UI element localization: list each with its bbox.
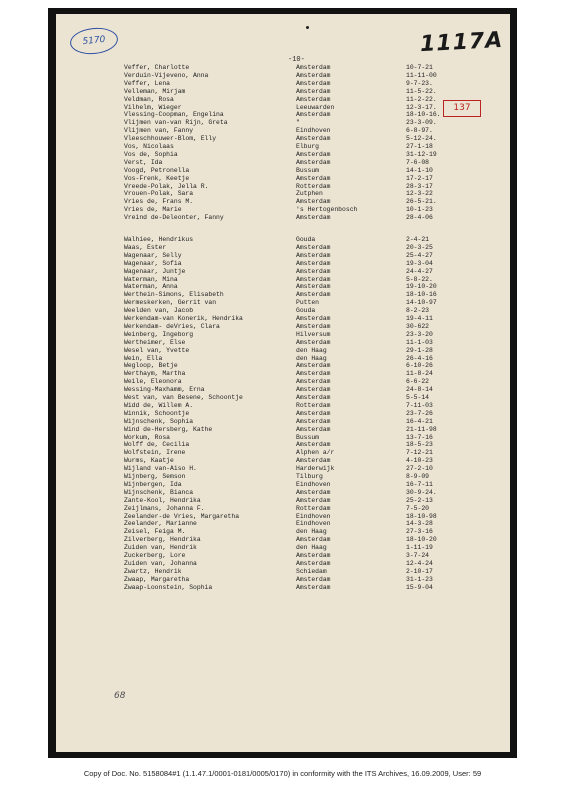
entry-city: Tilburg [296,473,323,480]
entry-name: Werthein-Simons, Elisabeth [124,291,224,299]
list-item [56,198,510,206]
entry-city: Amsterdam [296,370,331,378]
entry-name: Wurms, Kaatje [124,457,174,465]
entry-name: Vrouen-Polak, Sara [124,190,194,198]
entry-date: 27-1-18 [406,143,433,150]
entry-name: Werthaym, Martha [124,370,186,378]
entry-name: Wijnbergen, Ida [124,480,182,488]
entry-city: Amsterdam [296,158,331,166]
entry-city: Amsterdam [296,111,331,119]
entry-name: Waterman, Anna [124,283,178,291]
entry-name: Weile, Eleonora [124,378,182,386]
entry-city: Amsterdam [296,552,331,559]
entry-city: Rotterdam [296,182,331,190]
entry-city: Amsterdam [296,291,331,299]
entry-date: 5-12-24. [406,135,437,143]
entry-name: Waas, Ester [124,243,167,251]
entry-name: Wesel van, Yvette [124,346,190,354]
list-item [56,418,510,426]
entry-name: Vries de, Marie [124,206,182,214]
entry-city: Amsterdam [296,386,331,394]
list-item [56,362,510,370]
entry-date: 11-1-03 [406,338,433,346]
entry-city: Amsterdam [296,283,331,291]
entry-date: 15-9-04 [406,583,433,591]
entry-date: 27-3-16 [406,528,433,536]
list-item [56,175,510,183]
entry-city: Amsterdam [296,338,331,346]
list-item [56,457,510,465]
entry-city: Eindhoven [296,480,331,488]
entry-city: Amsterdam [296,362,331,370]
list-item [56,584,510,592]
list-item [56,386,510,394]
list-item [56,80,510,88]
entry-city: Eindhoven [296,127,331,135]
entry-name: Weinberg, Ingeborg [124,330,194,338]
entry-name: Veffer, Charlotte [124,64,190,71]
entry-date: 21-11-98 [406,425,437,433]
entry-date: 25-4-27 [406,251,433,259]
entry-city: Amsterdam [296,79,331,87]
entry-name: Wertheimer, Else [124,338,186,346]
list-item [56,339,510,347]
list-item [56,127,510,135]
entry-date: 3-7-24 [406,552,430,559]
entry-date: 16-7-11 [406,480,433,488]
entry-date: 12-3-17. [406,103,437,111]
entry-city: Amsterdam [296,135,331,143]
entry-name: Wijnberg, Semson [124,473,186,480]
entry-name: Wein, Ella [124,354,163,362]
entry-date: 27-2-10 [406,465,433,473]
list-item [56,394,510,402]
list-item [56,315,510,323]
handwritten-number: 1117A [419,27,504,58]
entry-name: Widd de, Willem A. [124,401,194,409]
entry-city: Amsterdam [296,575,331,583]
entry-name: Zwaap-Loonstein, Sophia [124,583,213,591]
list-item [56,426,510,434]
entry-name: Zilverberg, Hendrika [124,536,201,544]
entry-city: Amsterdam [296,457,331,465]
entry-city: Amsterdam [296,95,331,103]
entry-date: 18-10-98 [406,512,437,520]
entry-city: Bussum [296,433,320,441]
entry-name: Wagenaar, Juntje [124,267,186,275]
entry-name: Zeisel, Feiga M. [124,528,186,536]
list-item [56,378,510,386]
entry-date: 24-8-14 [406,386,433,394]
entry-date: 29-1-28 [406,346,433,354]
list-item [56,560,510,568]
entry-name: Vos, Nicolaas [124,143,174,150]
list-item [56,441,510,449]
entry-name: Wijnschenk, Sophia [124,417,194,425]
list-item [56,576,510,584]
list-item [56,72,510,80]
entry-city: Amsterdam [296,214,331,222]
entry-city: Schiedam [296,567,327,575]
list-item [56,449,510,457]
entry-city: Amsterdam [296,198,331,206]
entry-name: Werkendam-van Konerik, Hendrika [124,315,243,322]
entry-city: Amsterdam [296,496,331,504]
entry-date: 30-9-24. [406,488,437,496]
entry-date: 24-4-27 [406,267,433,275]
entry-name: West van, van Besene, Schoontje [124,394,243,401]
entry-date: 11-5-22. [406,87,437,95]
list-item [56,410,510,418]
list-item [56,260,510,268]
entry-name: Vos-Frenk, Keetje [124,174,190,182]
entry-city: den Haag [296,346,327,354]
entry-name: Wessing-Maxhamm, Erna [124,386,205,394]
punch-hole-mark [306,26,309,29]
list-item [56,167,510,175]
entry-name: Wijnschenk, Bianca [124,488,194,496]
entry-date: 5-8-22. [406,275,433,283]
entry-date: 5-5-14 [406,394,430,401]
list-item [56,291,510,299]
entry-city: Amsterdam [296,315,331,322]
entry-date: 31-12-19 [406,150,437,158]
list-item [56,465,510,473]
entry-date: 7-5-20 [406,504,430,512]
scanned-page [48,8,517,758]
entry-name: Zeelander-de Vries, Margaretha [124,512,240,520]
entry-city: Eindhoven [296,512,331,520]
entry-name: Zwaap, Margaretha [124,575,190,583]
entry-date: 8-2-23 [406,307,430,315]
page-number: -10- [288,56,305,64]
list-item [56,206,510,214]
entry-city: Alphen a/r [296,449,335,457]
entry-name: Wagenaar, Sofia [124,259,182,267]
entry-date: 6-6-22 [406,378,430,386]
entry-date: 23-3-20 [406,330,433,338]
list-item [56,552,510,560]
entry-date: 2-10-17 [406,567,433,575]
entry-name: Werkendam- deVries, Clara [124,322,220,330]
entry-city: Rotterdam [296,504,331,512]
entry-city: Amsterdam [296,251,331,259]
entry-name: Vlijmen van-van Rijn, Greta [124,119,228,127]
entry-date: 10-7-21 [406,64,433,71]
list-item [56,536,510,544]
entry-city: Amsterdam [296,583,331,591]
entry-name: Verduin-Vijeveno, Anna [124,71,209,79]
entry-name: Zuckerberg, Lore [124,552,186,559]
entry-date: 26-4-16 [406,354,433,362]
entry-date: 18-10-16. [406,111,441,119]
entry-date: 18-10-20 [406,536,437,544]
document-sheet [56,14,510,752]
list-item [56,513,510,521]
list-item [56,299,510,307]
entry-city: Amsterdam [296,267,331,275]
entry-date: 18-10-16 [406,291,437,299]
red-stamp-number: 137 [443,100,481,117]
list-item [56,104,510,112]
entry-city: Bussum [296,166,320,174]
list-item [56,520,510,528]
entry-name: Winnik, Schoontje [124,409,190,417]
list-item [56,64,510,72]
entry-date: 6-8-97. [406,127,433,135]
list-item [56,252,510,260]
entry-date: 23-7-26 [406,409,433,417]
entry-city: Amsterdam [296,425,331,433]
entry-city: Amsterdam [296,417,331,425]
archive-footer: Copy of Doc. No. 5158084#1 (1.1.47.1/0001-0181/0005/0170) in conformity with the ITS Archives, 16.09.2009, User: 59 [83,769,482,778]
entry-date: 13-7-16 [406,433,433,441]
list-item [56,236,510,244]
entry-name: Vleeschhouwer-Blom, Elly [124,135,217,143]
list-item [56,159,510,167]
entry-date: 25-2-13 [406,496,433,504]
margin-mark: 68 [114,691,126,701]
entry-city: Amsterdam [296,150,331,158]
entry-date: 30-622 [406,322,430,330]
entry-name: Wolff de, Cecilia [124,441,190,449]
entry-name: Walhiee, Hendrikus [124,236,194,243]
list-item [56,135,510,143]
entry-city: Amsterdam [296,322,331,330]
list-item [56,497,510,505]
entry-date: 11-8-24 [406,370,433,378]
list-item [56,88,510,96]
list-item [56,183,510,191]
entry-name: Zwartz, Hendrik [124,567,182,575]
entry-city: den Haag [296,354,327,362]
list-item [56,143,510,151]
entry-city: Amsterdam [296,243,331,251]
list-item [56,119,510,127]
list-item [56,96,510,104]
entry-name: Weelden van, Jacob [124,307,194,315]
entry-name: Zeelander, Marianne [124,520,197,528]
list-item [56,331,510,339]
entry-name: Vlessing-Coopman, Engelina [124,111,224,119]
list-item [56,268,510,276]
entry-city: den Haag [296,528,327,536]
entry-name: Vreede-Polak, Jella R. [124,182,209,190]
list-item [56,347,510,355]
entry-date: 11-11-00 [406,71,437,79]
list-item [56,111,510,119]
entry-date: 7-11-03 [406,401,433,409]
entry-name: Velleman, Mirjam [124,87,186,95]
entry-name: Wolfstein, Irene [124,449,186,457]
entry-date: 20-3-25 [406,243,433,251]
entry-city: Gouda [296,307,316,315]
list-item [56,544,510,552]
list-item [56,528,510,536]
entry-city: Amsterdam [296,409,331,417]
entry-date: 18-5-23 [406,441,433,449]
list-item [56,244,510,252]
entry-city: Amsterdam [296,87,331,95]
list-item [56,568,510,576]
entry-name: Veldman, Rosa [124,95,174,103]
list-item [56,214,510,222]
entry-date: 9-7-23. [406,79,433,87]
entry-name: Vlijmen van, Fanny [124,127,194,135]
entry-date: 4-10-23 [406,457,433,465]
entry-city: Amsterdam [296,441,331,449]
entry-date: 23-3-09. [406,119,437,127]
entry-name: Wijland van-Aiso H. [124,465,197,473]
entry-city: Eindhoven [296,520,331,528]
entry-name: Vreind de-Deleonter, Fanny [124,214,224,222]
entry-date: 14-1-10 [406,166,433,174]
entry-name: Zuiden van, Hendrik [124,544,197,552]
entry-date: 26-5-21. [406,198,437,206]
entry-city: Amsterdam [296,378,331,386]
entry-date: 14-10-97 [406,299,437,307]
list-item [56,355,510,363]
list-item [56,190,510,198]
entry-date: 19-4-11 [406,315,433,322]
entry-city: 's Hertogenbosch [296,206,358,214]
list-item [56,505,510,513]
entry-city: Amsterdam [296,559,331,567]
entry-date: 19-10-20 [406,283,437,291]
entry-city: Harderwijk [296,465,335,473]
document-number-circle: 5170 [69,26,119,57]
entry-city: Zutphen [296,190,323,198]
entry-name: Zante-Kool, Hendrika [124,496,201,504]
entry-city: " [296,119,300,127]
entry-name: Wind de-Hersberg, Kathe [124,425,213,433]
entry-name: Wagenaar, Selly [124,251,182,259]
entry-city: Amsterdam [296,394,331,401]
entry-city: Hilversum [296,330,331,338]
entry-name: Verst, Ida [124,158,163,166]
list-item [56,473,510,481]
entry-city: Amsterdam [296,64,331,71]
entry-city: Amsterdam [296,275,331,283]
list-item [56,489,510,497]
entry-city: den Haag [296,544,327,552]
list-item [56,434,510,442]
entry-date: 7-6-08 [406,158,430,166]
entry-date: 28-3-17 [406,182,433,190]
entry-date: 12-4-24 [406,559,433,567]
list-item [56,370,510,378]
entry-name: Vries de, Frans M. [124,198,194,206]
entry-date: 12-3-22 [406,190,433,198]
entry-city: Putten [296,299,320,307]
entry-city: Amsterdam [296,488,331,496]
entry-name: Vilhelm, Wieger [124,103,182,111]
entry-date: 11-2-22. [406,95,437,103]
entry-name: Zuiden van, Johanna [124,559,197,567]
entry-date: 10-1-23 [406,206,433,214]
entry-city: Amsterdam [296,536,331,544]
list-item [56,307,510,315]
entry-date: 31-1-23 [406,575,433,583]
entry-date: 6-10-26 [406,362,433,370]
entry-name: Waterman, Mina [124,275,178,283]
entry-date: 17-2-17 [406,174,433,182]
list-item [56,481,510,489]
entry-city: Amsterdam [296,71,331,79]
list-item [56,151,510,159]
list-item [56,276,510,284]
entry-name: Veffer, Lena [124,79,171,87]
list-item [56,402,510,410]
entry-city: Amsterdam [296,174,331,182]
entry-date: 14-3-28 [406,520,433,528]
list-item [56,323,510,331]
entry-date: 16-4-21 [406,417,433,425]
entry-city: Elburg [296,143,320,150]
entry-date: 2-4-21 [406,236,430,243]
entry-name: Workum, Rosa [124,433,171,441]
entry-date: 1-11-19 [406,544,433,552]
entry-date: 8-9-09 [406,473,430,480]
entry-name: Wegloop, Betje [124,362,178,370]
entry-name: Zeijlmans, Johanna F. [124,504,205,512]
list-item [56,283,510,291]
entry-city: Gouda [296,236,316,243]
entry-name: Voogd, Petronella [124,166,190,174]
entry-date: 7-12-21 [406,449,433,457]
entry-date: 28-4-06 [406,214,433,222]
entry-city: Rotterdam [296,401,331,409]
entry-name: Vos de, Sophia [124,150,178,158]
entry-city: Amsterdam [296,259,331,267]
entry-name: Wermeskerken, Gerrit van [124,299,217,307]
entry-date: 19-3-04 [406,259,433,267]
entry-city: Leeuwarden [296,103,335,111]
